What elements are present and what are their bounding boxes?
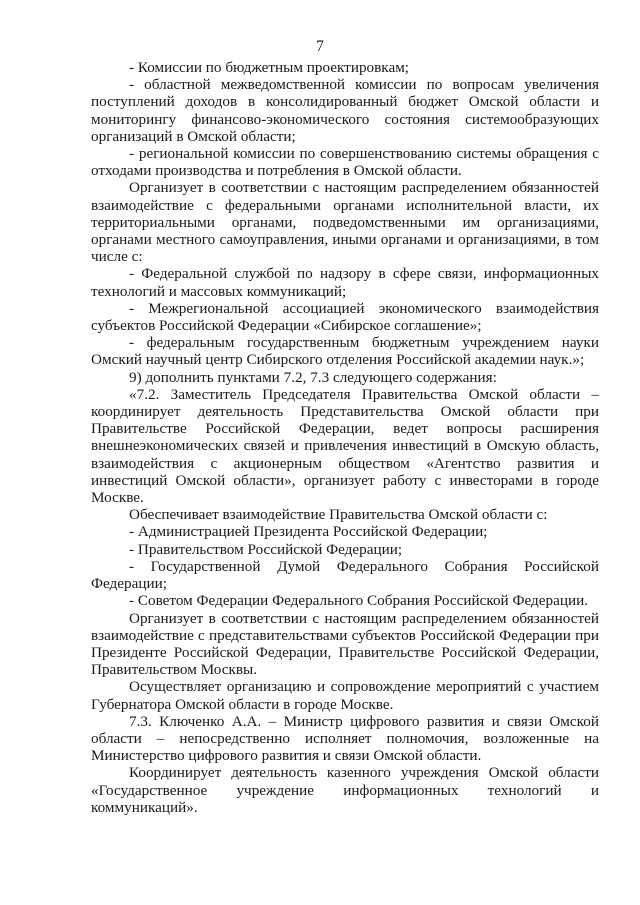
paragraph: Координирует деятельность казенного учреждения Омской области «Государственное учреждение информационных технологий и коммуникаций». (91, 764, 599, 816)
paragraph: - Администрацией Президента Российской Федерации; (129, 523, 488, 541)
paragraph: Осуществляет организацию и сопровождение мероприятий с участием Губернатора Омской области в городе Москве. (91, 678, 599, 713)
paragraph: - федеральным государственным бюджетным учреждением науки Омский научный центр Сибирского отделения Российской академии наук.»; (91, 334, 599, 369)
paragraph: Обеспечивает взаимодействие Правительства Омской области с: (129, 506, 548, 524)
paragraph: 7.3. Ключенко А.А. – Министр цифрового развития и связи Омской области – непосредственно исполняет полномочия, возложенные на Министерство цифрового развития и связи Омской области. (91, 712, 599, 765)
paragraph: - Государственной Думой Федерального Собрания Российской Федерации; (91, 557, 599, 593)
document-body (91, 59, 599, 816)
paragraph: - Федеральной службой по надзору в сфере связи, информационных технологий и массовых коммуникаций; (91, 265, 599, 300)
paragraph: Организует в соответствии с настоящим распределением обязанностей взаимодействие с представительствами субъектов Российской Федерации при Президенте Российской Федерации, Правительстве Российской Федерации, Правительством Москвы. (91, 609, 599, 679)
paragraph: Организует в соответствии с настоящим распределением обязанностей взаимодействие с федеральными органами исполнительной власти, их территориальными органами, подведомственными им организациями, органами местного самоуправления, иными органами и организациями, в том числе с: (91, 179, 599, 266)
paragraph: - Межрегиональной ассоциацией экономического взаимодействия субъектов Российской Федерации «Сибирское соглашение»; (91, 299, 599, 335)
paragraph: 9) дополнить пунктами 7.2, 7.3 следующего содержания: (129, 368, 497, 386)
paragraph: - Советом Федерации Федерального Собрания Российской Федерации. (129, 592, 589, 610)
paragraph: - региональной комиссии по совершенствованию системы обращения с отходами производства и потребления в Омской области. (91, 145, 599, 180)
paragraph: - Комиссии по бюджетным проектировкам; (129, 59, 410, 76)
paragraph: «7.2. Заместитель Председателя Правительства Омской области – координирует деятельность Представительства Омской области при Правительстве Российской Федерации, ведет вопросы расширения внешнеэкономических связей и привлечения инвестиций в Омскую область, взаимодействия с акционерным обществом «Агентство развития и инвестиций Омской области», организует работу с инвесторами в городе Москве. (91, 385, 599, 507)
paragraph: - Правительством Российской Федерации; (129, 540, 403, 558)
paragraph: - областной межведомственной комиссии по вопросам увеличения поступлений доходов в консолидированный бюджет Омской области и мониторингу финансово-экономического состояния системообразующих организаций в Омской области; (91, 76, 599, 145)
page-number: 7 (316, 38, 324, 55)
